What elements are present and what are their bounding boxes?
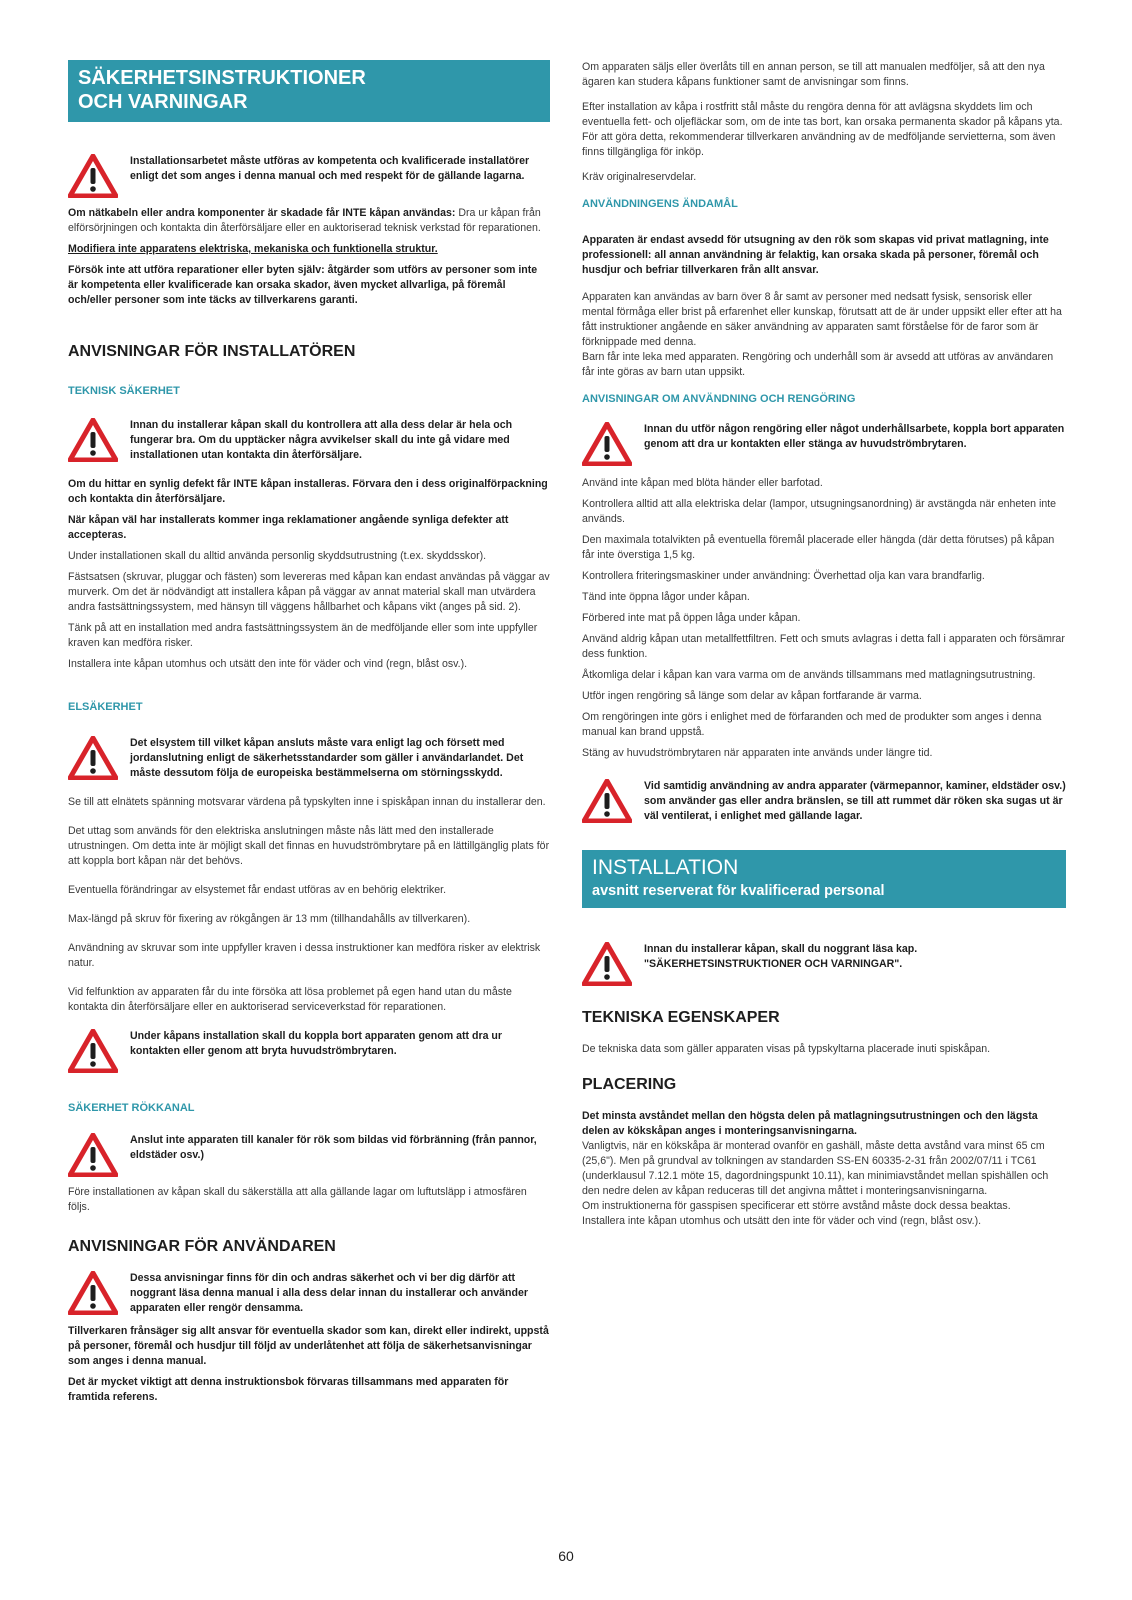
warning-triangle-icon [68,1271,118,1315]
warning-block [582,942,1066,986]
paragraph: Använd aldrig kåpan utan metallfettfiltren. Fett och smuts avlagras i detta fall i apparaten och försämrar dess funktion. [582,633,1065,660]
safety-banner [68,60,550,122]
paragraph: Efter installation av kåpa i rostfritt stål måste du rengöra denna för att avlägsna skyddets lim och eventuella fett- och oljefläckar som, om de inte tas bort, kan orsaka permanenta skador på kåpans yta. För att göra detta, rekommenderar tillverkaren användning av de medföljande servietterna, som även finns tillgängliga för inköp. [582,101,1063,158]
warning-block [68,154,550,198]
paragraph: Tillverkaren frånsäger sig allt ansvar för eventuella skador som kan, direkt eller indirekt, uppstå på personer, föremål och husdjur till följd av underlåtenhet att följa de säkerhetsanvisningar som anges i denna manual. [68,1325,549,1367]
warning-triangle-icon [68,1133,118,1177]
paragraph: Tänd inte öppna lågor under kåpan. [582,591,750,603]
right-column [582,60,1066,1235]
subheading-intended-use: ANVÄNDNINGENS ÄNDAMÅL [582,198,738,210]
warning-block [68,418,550,463]
warning-text: Innan du utför någon rengöring eller något underhållsarbete, koppla bort apparaten genom att dra ur kontakten eller stänga av huvudströmbrytaren. [644,423,1065,450]
warning-triangle-icon [68,736,118,780]
warning-text: Anslut inte apparaten till kanaler för rök som bildas vid förbränning (från pannor, eldstäder osv.) [130,1134,537,1161]
paragraph: Apparaten är endast avsedd för utsugning av den rök som skapas vid privat matlagning, inte professionell: all annan användning är felaktig, kan orsaka skada på personer, föremål och husdjur och befriar tillverkaren från allt ansvar. [582,234,1049,276]
paragraph: Användning av skruvar som inte uppfyller kraven i dessa instruktioner kan medföra risker av elektrisk natur. [68,942,541,969]
warning-text: Vid samtidig användning av andra apparater (värmepannor, kaminer, eldstäder osv.) som använder gas eller andra bränslen, se till att rummet där röken ska sugas ut är väl ventilerat, i enlighet med gällande lagar. [644,780,1066,822]
paragraph: Om apparaten säljs eller överlåts till en annan person, se till att manualen medföljer, så att den nya ägaren kan studera kåpans funktioner samt de anvisningar som finns. [582,61,1045,88]
paragraph: Kontrollera friteringsmaskiner under användning: Överhettad olja kan vara brandfarlig. [582,570,985,582]
paragraph: Apparaten kan användas av barn över 8 år samt av personer med nedsatt fysisk, sensorisk eller mental förmåga eller brist på erfarenhet eller kunskap, förutsatt att de är under uppsikt eller efter att ha fått instruktioner angående en säker användning av apparaten samt förståelse för de faror som är förknippade med denna. [582,291,1062,348]
paragraph: Om instruktionerna för gasspisen specificerar ett större avstånd måste dock dessa beaktas. [582,1200,1011,1212]
banner-title-line1: SÄKERHETSINSTRUKTIONER [78,67,366,89]
paragraph: Det minsta avståndet mellan den högsta delen på matlagningsutrustningen och den lägsta delen av kökskåpan anges i monteringsanvisningarna. [582,1110,1038,1137]
paragraph: Tänk på att en installation med andra fastsättningssystem än de medföljande eller som inte uppfyller kraven kan medföra risker. [68,622,538,649]
paragraph: Utför ingen rengöring så länge som delar av kåpan fortfarande är varma. [582,690,922,702]
warning-triangle-icon [582,942,632,986]
page-number: 60 [558,1548,574,1564]
warning-block [68,1271,550,1316]
warning-text: Innan du installerar kåpan skall du kontrollera att alla dess delar är hela och fungerar bra. Om du upptäcker några avvikelser skall du inte gå vidare med installationen utan kontakta din återförsäljare. [130,419,513,461]
warning-triangle-icon [582,422,632,466]
paragraph: Max-längd på skruv för fixering av rökgången är 13 mm (tillhandahålls av tillverkaren). [68,913,471,925]
subheading-electrical-safety: ELSÄKERHET [68,701,143,713]
warning-block [68,1133,550,1177]
paragraph [68,206,550,236]
heading-installer: ANVISNINGAR FÖR INSTALLATÖREN [68,343,356,360]
left-column [68,60,550,1411]
warning-block [582,779,1066,824]
installation-title: INSTALLATION [592,856,739,879]
paragraph: När kåpan väl har installerats kommer inga reklamationer angående synliga defekter att accepteras. [68,514,509,541]
paragraph: Försök inte att utföra reparationer eller byten själv: åtgärder som utförs av personer som inte är kompetenta eller kvalificerade kan orsaka skador, även mycket allvarliga, på föremål och/eller personer som inte täcks av tillverkarens garanti. [68,264,538,306]
warning-block [68,1029,550,1073]
paragraph: Under installationen skall du alltid använda personlig skyddsutrustning (t.ex. skyddsskor). [68,550,487,562]
warning-text: Innan du installerar kåpan, skall du noggrant läsa kap. "SÄKERHETSINSTRUKTIONER OCH VARNINGAR". [644,943,918,970]
paragraph: Stäng av huvudströmbrytaren när apparaten inte används under längre tid. [582,747,933,759]
paragraph: Före installationen av kåpan skall du säkerställa att alla gällande lagar om luftutsläpp i atmosfären följs. [68,1186,527,1213]
bold-lead: Om nätkabeln eller andra komponenter är skadade får INTE kåpan användas: [68,207,456,219]
warning-triangle-icon [68,418,118,462]
heading-placement: PLACERING [582,1076,677,1093]
paragraph: Det är mycket viktigt att denna instruktionsbok förvaras tillsammans med apparaten för framtida referens. [68,1376,509,1403]
subheading-use-and-cleaning: ANVISNINGAR OM ANVÄNDNING OCH RENGÖRING [582,393,856,405]
paragraph: Eventuella förändringar av elsystemet får endast utföras av en behörig elektriker. [68,884,447,896]
paragraph: Fästsatsen (skruvar, pluggar och fästen) som levereras med kåpan kan endast användas på väggar av murverk. Om det är nödvändigt att installera kåpan på väggar av annat material skall man utvärdera andra fastsättningssystem, med hänsyn till väggens hållbarhet och kåpans vikt (anges på sid. 2). [68,571,550,613]
paragraph: Vid felfunktion av apparaten får du inte försöka att lösa problemet på egen hand utan du måste kontakta din återförsäljare eller en auktoriserad serviceverkstad för reparationen. [68,986,512,1013]
paragraph: De tekniska data som gäller apparaten visas på typskyltarna placerade inuti spiskåpan. [582,1043,991,1055]
paragraph: Kräv originalreservdelar. [582,171,697,183]
warning-triangle-icon [68,1029,118,1073]
subheading-smoke-duct-safety: SÄKERHET RÖKKANAL [68,1102,195,1114]
warning-text: Det elsystem till vilket kåpan ansluts måste vara enligt lag och försett med jordanslutning enligt de säkerhetsstandarder som gäller i användarlandet. Det måste dessutom följa de europeiska bestämmelserna om störningsskydd. [130,737,524,779]
warning-text: Under kåpans installation skall du koppla bort apparaten genom att dra ur kontakten eller genom att bryta huvudströmbrytaren. [130,1030,503,1057]
paragraph-rest: Dra ur kåpan från elförsörjningen och kontakta din återförsäljare eller en auktoriserad teknisk verkstad för reparationen. [68,207,541,234]
paragraph: Barn får inte leka med apparaten. Rengöring och underhåll som är avsedd att utföras av användaren får inte göras av barn utan uppsikt. [582,351,1054,378]
installation-subtitle: avsnitt reserverat för kvalificerad personal [592,883,885,899]
warning-triangle-icon [582,779,632,823]
paragraph: Använd inte kåpan med blöta händer eller barfotad. [582,477,823,489]
heading-technical-specs: TEKNISKA EGENSKAPER [582,1009,780,1026]
subheading-technical-safety: TEKNISK SÄKERHET [68,385,180,397]
heading-user: ANVISNINGAR FÖR ANVÄNDAREN [68,1238,336,1255]
paragraph: Den maximala totalvikten på eventuella föremål placerade eller hängda (där detta förutses) på kåpan får inte överstiga 1,5 kg. [582,534,1055,561]
warning-text: Dessa anvisningar finns för din och andras säkerhet och vi ber dig därför att noggrant läsa denna manual i alla dess delar innan du installerar och använder apparaten eller rengör densamma. [130,1272,528,1314]
paragraph: Vanligtvis, när en kökskåpa är monterad ovanför en gashäll, måste detta avstånd vara minst 65 cm (25,6"). Men på grundval av tolkningen av standarden SS-EN 60335-2-31 från 2002/07/11 i TC61 (underklausul 7.12.1 möte 15, dagordningspunkt 10.11), kan minimiavståndet mellan spishällen och den nedre delen av kåpan reduceras till det angivna måttet i monteringsanvisningarna. [582,1140,1049,1197]
paragraph: Förbered inte mat på öppen låga under kåpan. [582,612,801,624]
paragraph: Om du hittar en synlig defekt får INTE kåpan installeras. Förvara den i dess originalförpackning och kontakta din återförsäljare. [68,478,548,505]
banner-title-line2: OCH VARNINGAR [78,91,248,113]
paragraph: Modifiera inte apparatens elektriska, mekaniska och funktionella struktur. [68,243,438,255]
warning-triangle-icon [68,154,118,198]
paragraph: Åtkomliga delar i kåpan kan vara varma om de används tillsammans med matlagningsutrustning. [582,669,1036,681]
warning-text: Installationsarbetet måste utföras av kompetenta och kvalificerade installatörer enligt det som anges i denna manual och med respekt för de gällande lagarna. [130,155,530,182]
paragraph: Installera inte kåpan utomhus och utsätt den inte för väder och vind (regn, blåst osv.). [68,658,468,670]
paragraph: Om rengöringen inte görs i enlighet med de förfaranden och med de produkter som anges i denna manual kan brand uppstå. [582,711,1042,738]
paragraph: Det uttag som används för den elektriska anslutningen måste nås lätt med den installerade utrustningen. Om detta inte är möjligt skall det finnas en huvudströmbrytare på en lättillgänglig plats för att koppla bort kåpan när det behövs. [68,825,550,867]
paragraph: Kontrollera alltid att alla elektriska delar (lampor, utsugningsanordning) är avstängda när enheten inte används. [582,498,1057,525]
installation-banner [582,850,1066,908]
paragraph: Installera inte kåpan utomhus och utsätt den inte för väder och vind (regn, blåst osv.). [582,1215,982,1227]
warning-block [582,422,1066,466]
warning-block [68,736,550,781]
paragraph: Se till att elnätets spänning motsvarar värdena på typskylten inne i spiskåpan innan du installerar den. [68,796,546,808]
